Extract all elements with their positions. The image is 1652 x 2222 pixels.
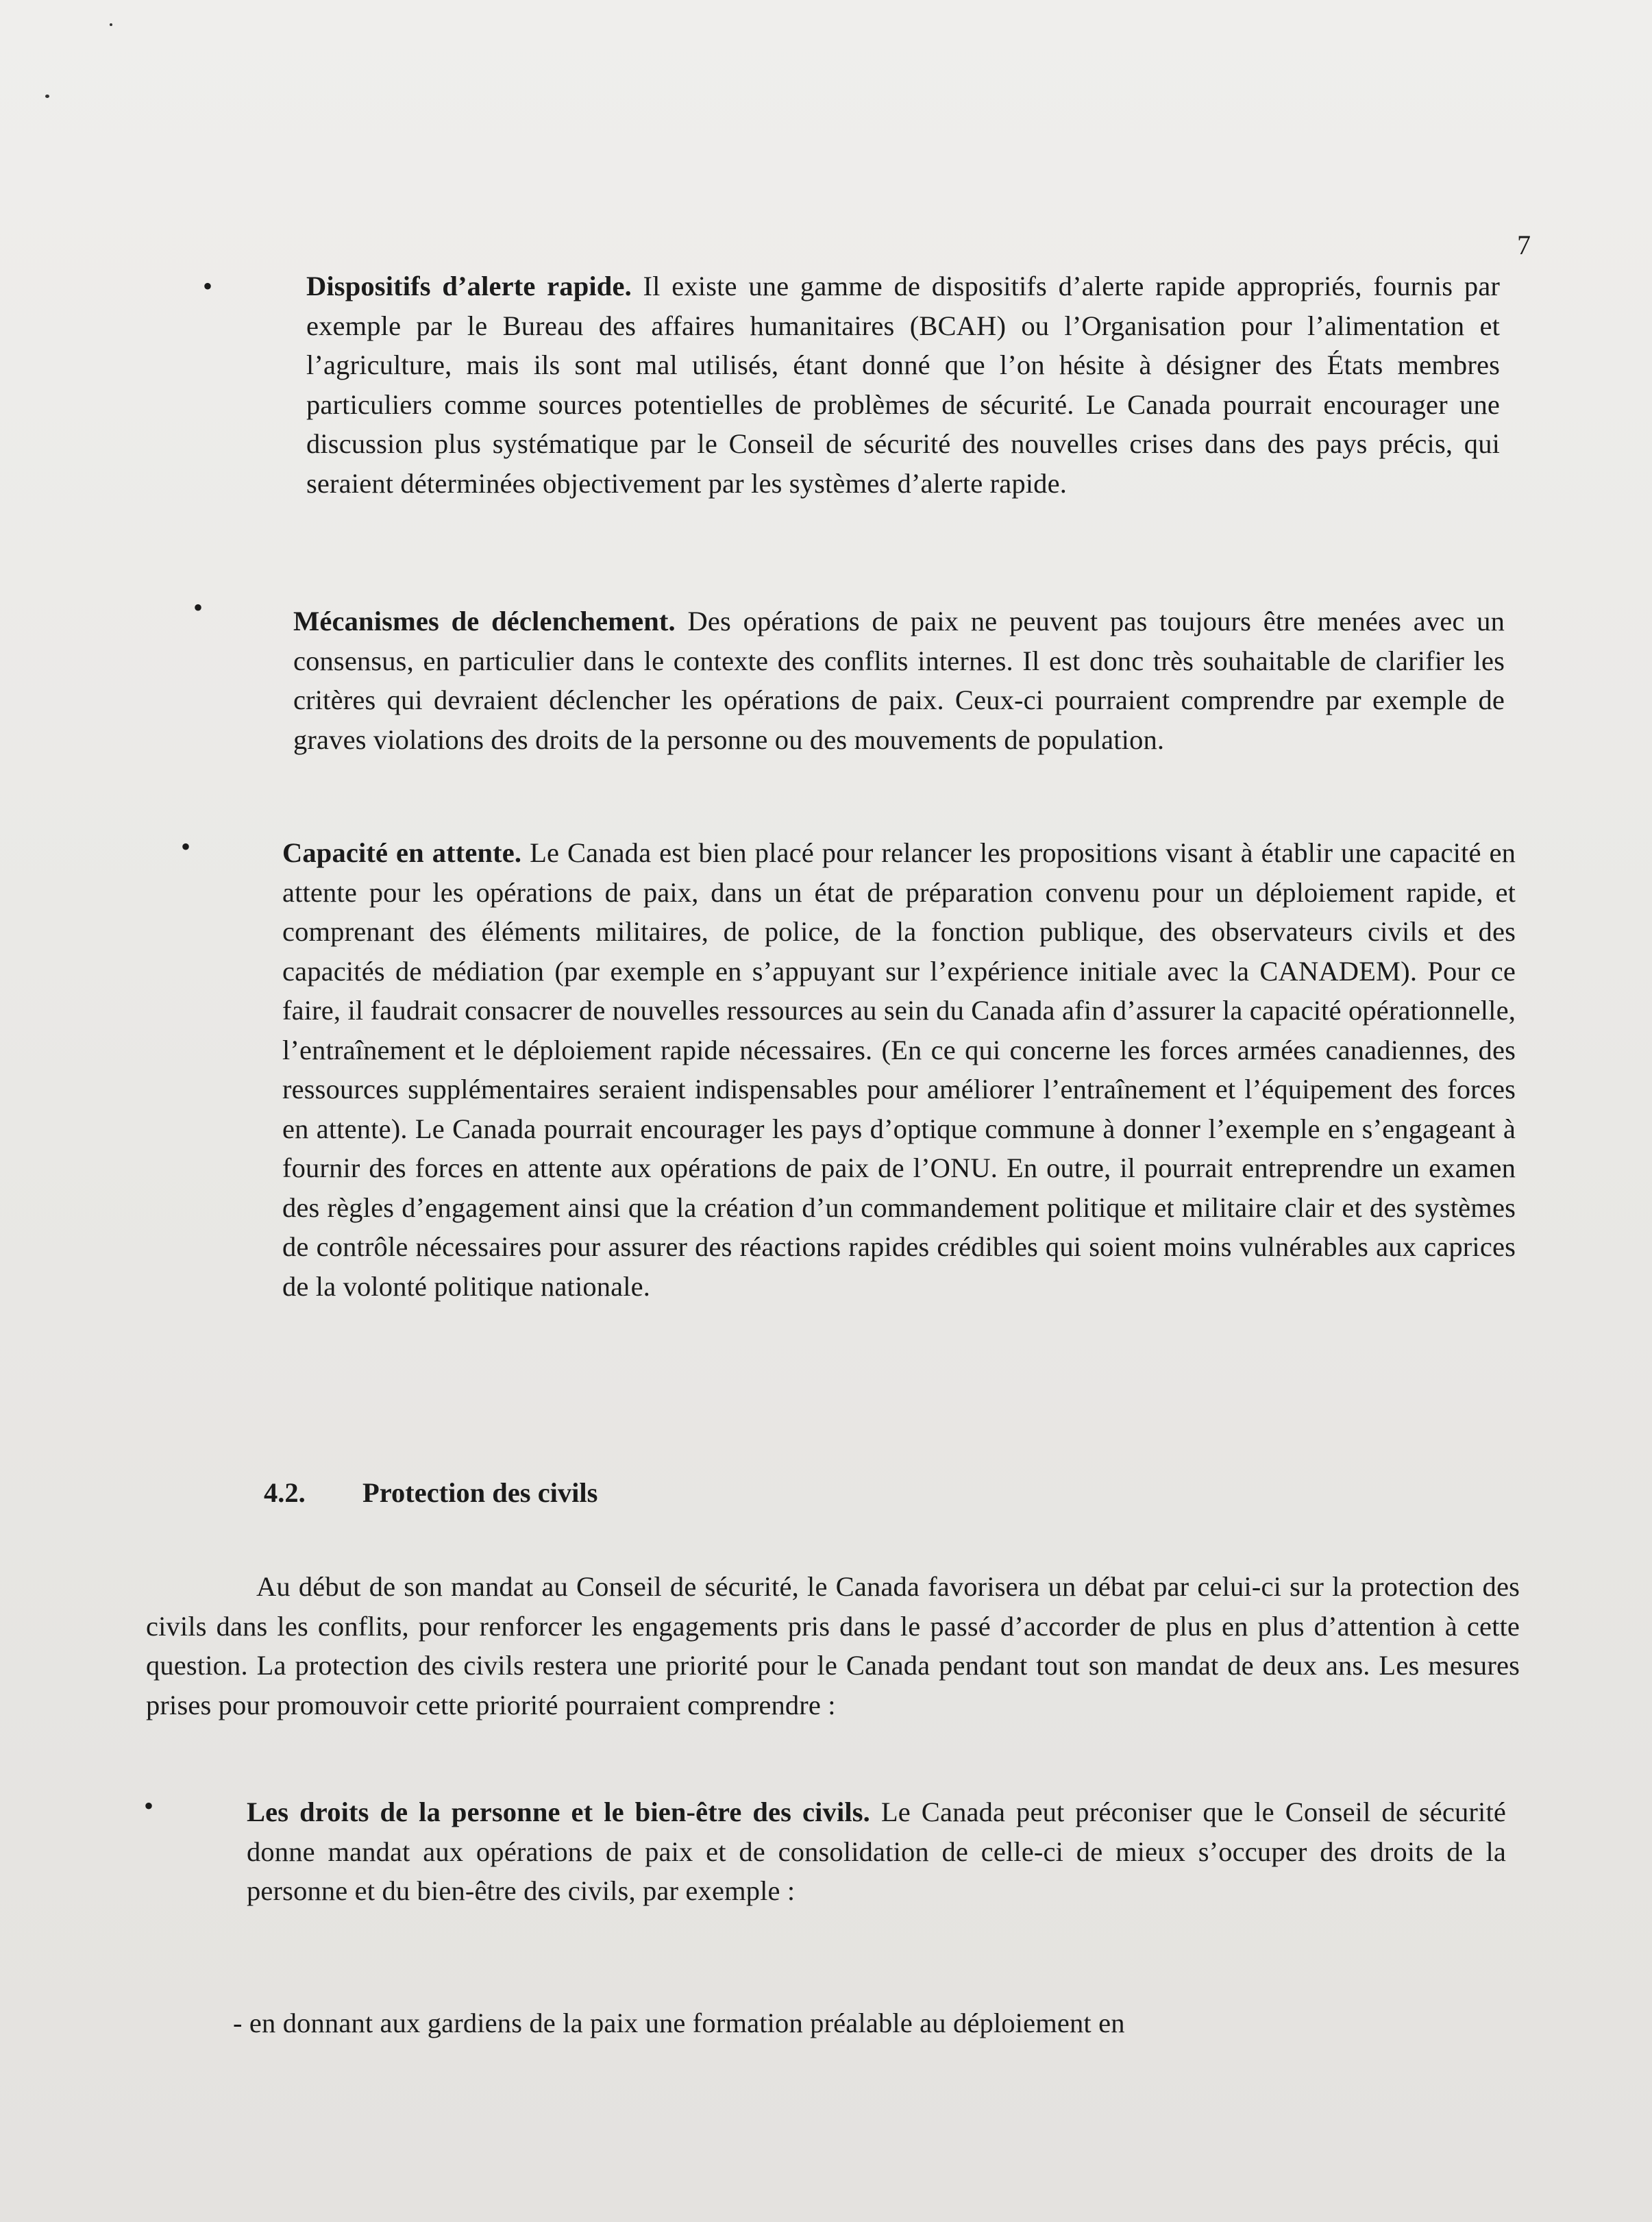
bullet-text: Il existe une gamme de dispositifs d’alerte rapide appropriés, fournis par exemple par le Bureau des affaires humanitaires (BCAH) ou l’Organisation pour l’alimentation et l’agriculture, mais ils sont mal utilisés, étant donné que l’on hésite à désigner des États membres particuliers comme sources potentielles de problèmes de sécurité. Le Canada pourrait encourager une discussion plus systématique par le Conseil de sécurité des nouvelles crises dans des pays précis, qui seraient déterminées objectivement par les systèmes d’alerte rapide. bbox=[306, 271, 1500, 499]
page-number: 7 bbox=[1517, 230, 1531, 260]
bullet-marker: • bbox=[144, 1790, 154, 1821]
bullet-paragraph bbox=[306, 267, 1500, 503]
intro-paragraph bbox=[146, 1567, 1520, 1725]
bullet-text: Le Canada est bien placé pour relancer les propositions visant à établir une capacité en attente pour les opérations de paix, dans un état de préparation convenu pour un déploiement rapide, et comprenant des éléments militaires, de police, de la fonction publique, des observateurs civils et des capacités de médiation (par exemple en s’appuyant sur l’expérience initiale avec la CANADEM). Pour ce faire, il faudrait consacrer de nouvelles ressources au sein du Canada afin d’assurer la capacité opérationnelle, l’entraînement et le déploiement rapide nécessaires. (En ce qui concerne les forces armées canadiennes, des ressources supplémentaires seraient indispensables pour améliorer l’entraînement et l’équipement des forces en attente). Le Canada pourrait encourager les pays d’optique commune à donner l’exemple en s’engageant à fournir des forces en attente aux opérations de paix de l’ONU. En outre, il pourrait entreprendre un examen des règles d’engagement ainsi que la création d’un commandement politique et militaire clair et des systèmes de contrôle nécessaires pour assurer des réactions rapides crédibles qui soient moins vulnérables aux caprices de la volonté politique nationale. bbox=[282, 837, 1516, 1302]
section-title: Protection des civils bbox=[362, 1477, 598, 1508]
sub-item-text: - en donnant aux gardiens de la paix une formation préalable au déploiement en bbox=[233, 2008, 1125, 2038]
bullet-human-rights bbox=[247, 1792, 1506, 1911]
bullet-early-warning bbox=[306, 267, 1500, 503]
bullet-term: Capacité en attente. bbox=[282, 837, 522, 868]
bullet-marker: • bbox=[203, 271, 213, 301]
bullet-marker: • bbox=[181, 831, 191, 862]
intro-text: Au début de son mandat au Conseil de sécurité, le Canada favorisera un débat par celui-ci sur la protection des civils dans les conflits, pour renforcer les engagements pris dans le passé d’accorder de plus en plus d’attention à cette question. La protection des civils restera une priorité pour le Canada pendant tout son mandat de deux ans. Les mesures prises pour promouvoir cette priorité pourraient comprendre : bbox=[146, 1571, 1520, 1720]
bullet-text: Le Canada peut préconiser que le Conseil de sécurité donne mandat aux opérations de paix et de consolidation de celle-ci de mieux s’occuper des droits de la personne et du bien-être des civils, par exemple : bbox=[247, 1797, 1506, 1906]
bullet-term: Dispositifs d’alerte rapide. bbox=[306, 271, 632, 301]
scan-speck bbox=[45, 95, 49, 98]
scan-speck bbox=[110, 23, 112, 26]
bullet-triggers bbox=[293, 602, 1505, 759]
sub-item bbox=[233, 2003, 1521, 2043]
bullet-term: Mécanismes de déclenchement. bbox=[293, 606, 676, 637]
bullet-text: Des opérations de paix ne peuvent pas toujours être menées avec un consensus, en particulier dans le contexte des conflits internes. Il est donc très souhaitable de clarifier les critères qui devraient déclencher les opérations de paix. Ceux-ci pourraient comprendre par exemple de graves violations des droits de la personne ou des mouvements de population. bbox=[293, 606, 1505, 755]
bullet-paragraph bbox=[247, 1792, 1506, 1911]
bullet-standby-capacity bbox=[282, 833, 1516, 1306]
section-number: 4.2. bbox=[264, 1477, 306, 1508]
bullet-term: Les droits de la personne et le bien-être des civils. bbox=[247, 1797, 870, 1827]
bullet-marker: • bbox=[193, 592, 204, 623]
bullet-paragraph bbox=[282, 833, 1516, 1306]
bullet-paragraph bbox=[293, 602, 1505, 759]
section-heading bbox=[264, 1473, 597, 1513]
